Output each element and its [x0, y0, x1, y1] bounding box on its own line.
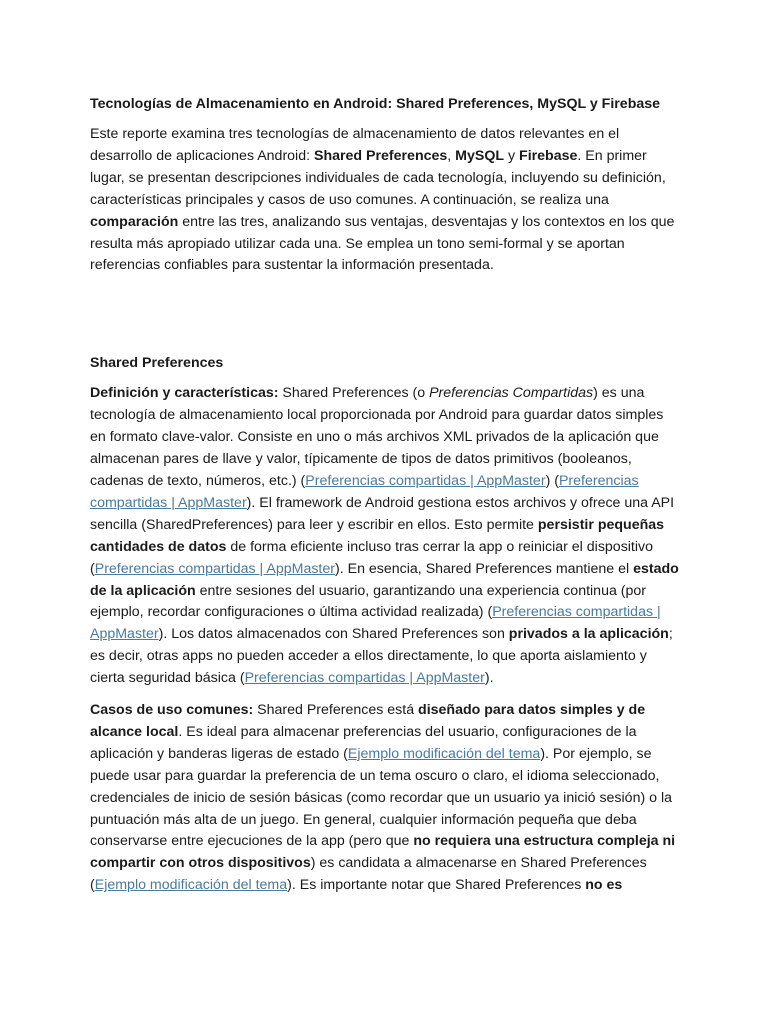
intro-bold-comparacion: comparación	[90, 213, 179, 230]
intro-text: entre las tres, analizando sus ventajas, desventajas y los contextos en los que resulta más apropiado utilizar cada una. Se emplea un tono semi-formal y se aportan referencias confiables para sustentar la información presentada.	[90, 213, 675, 274]
use-cases-text: ). Es importante notar que Shared Preferences	[287, 877, 586, 894]
intro-bold-firebase: Firebase	[519, 147, 578, 164]
definition-paragraph	[90, 383, 680, 690]
intro-bold-mysql: MySQL	[455, 147, 505, 164]
intro-text: ,	[447, 147, 456, 164]
definition-text: ). Los datos almacenados con Shared Preferences son	[158, 626, 509, 643]
definition-label: Definición y características:	[90, 385, 279, 402]
use-cases-bold: no requiera una estructura compleja ni compartir con otros dispositivos	[90, 833, 676, 872]
reference-link[interactable]: Preferencias compartidas | AppMaster	[244, 670, 485, 687]
definition-bold: privados a la aplicación	[508, 626, 669, 643]
document-page	[90, 94, 680, 907]
reference-link[interactable]: Preferencias compartidas | AppMaster	[90, 472, 639, 511]
definition-text: ; es decir, otras apps no pueden acceder a ellos directamente, lo que aporta aislamiento y cierta seguridad básica (	[90, 626, 673, 687]
intro-text: . En primer lugar, se presentan descripciones individuales de cada tecnología, incluyendo su definición, características principales y casos de uso comunes. A continuación, se realiza una	[90, 147, 666, 208]
use-cases-text: ) es candidata a almacenarse en Shared Preferences (	[90, 855, 647, 894]
definition-bold: persistir pequeñas cantidades de datos	[90, 516, 665, 555]
reference-link[interactable]: Preferencias compartidas | AppMaster	[305, 472, 546, 489]
definition-text: ). El framework de Android gestiona estos archivos y ofrece una API sencilla (SharedPreferences) para leer y escribir en ellos. Esto permite	[90, 494, 675, 533]
use-cases-bold: no es	[585, 877, 623, 894]
definition-text: ) (	[545, 472, 559, 489]
section-heading-shared-preferences: Shared Preferences	[90, 355, 224, 372]
reference-link[interactable]: Preferencias compartidas | AppMaster	[94, 560, 335, 577]
intro-bold-shared-preferences: Shared Preferences	[314, 147, 448, 164]
definition-text: entre sesiones del usuario, garantizando una experiencia continua (por ejemplo, recordar configuraciones o última actividad realizada) (	[90, 582, 647, 621]
reference-link[interactable]: Ejemplo modificación del tema	[347, 745, 541, 762]
reference-link[interactable]: Preferencias compartidas | AppMaster	[90, 604, 661, 643]
document-title: Tecnologías de Almacenamiento en Android: Shared Preferences, MySQL y Firebase	[90, 96, 661, 112]
use-cases-label: Casos de uso comunes:	[90, 702, 254, 719]
use-cases-text: ). Por ejemplo, se puede usar para guardar la preferencia de un tema oscuro o claro, el idioma seleccionado, credenciales de inicio de sesión básicas (como recordar que un usuario ya inició sesión) o la puntuación más alta de un juego. En general, cualquier información pequeña que deba conservarse entre ejecuciones de la app (pero que	[90, 745, 672, 850]
intro-text: Este reporte examina tres tecnologías de almacenamiento de datos relevantes en el desarrollo de aplicaciones Android:	[90, 126, 620, 164]
intro-paragraph	[90, 124, 680, 277]
use-cases-bold: diseñado para datos simples y de alcance local	[90, 702, 646, 740]
definition-text: de forma eficiente incluso tras cerrar la app o reiniciar el dispositivo (	[90, 538, 654, 577]
use-cases-text: . Es ideal para almacenar preferencias del usuario, configuraciones de la aplicación y banderas ligeras de estado (	[90, 723, 637, 762]
definition-bold: estado de la aplicación	[90, 560, 679, 599]
definition-text: ). En esencia, Shared Preferences mantiene el	[335, 560, 634, 577]
reference-link[interactable]: Ejemplo modificación del tema	[94, 877, 288, 894]
definition-italic: Preferencias Compartidas	[429, 385, 594, 402]
section-spacer	[90, 287, 680, 353]
use-cases-paragraph	[90, 700, 680, 897]
intro-text: y	[504, 147, 520, 164]
definition-text: Shared Preferences (o	[278, 385, 430, 402]
definition-text: ).	[484, 670, 494, 687]
use-cases-text: Shared Preferences está	[253, 702, 419, 719]
definition-text: ) es una tecnología de almacenamiento local proporcionada por Android para guardar datos simples en formato clave-valor. Consiste en uno o más archivos XML privados de la aplicación que almacenan pares de llave y valor, típicamente de tipos de datos primitivos (booleanos, cadenas de texto, números, etc.) (	[90, 385, 664, 489]
